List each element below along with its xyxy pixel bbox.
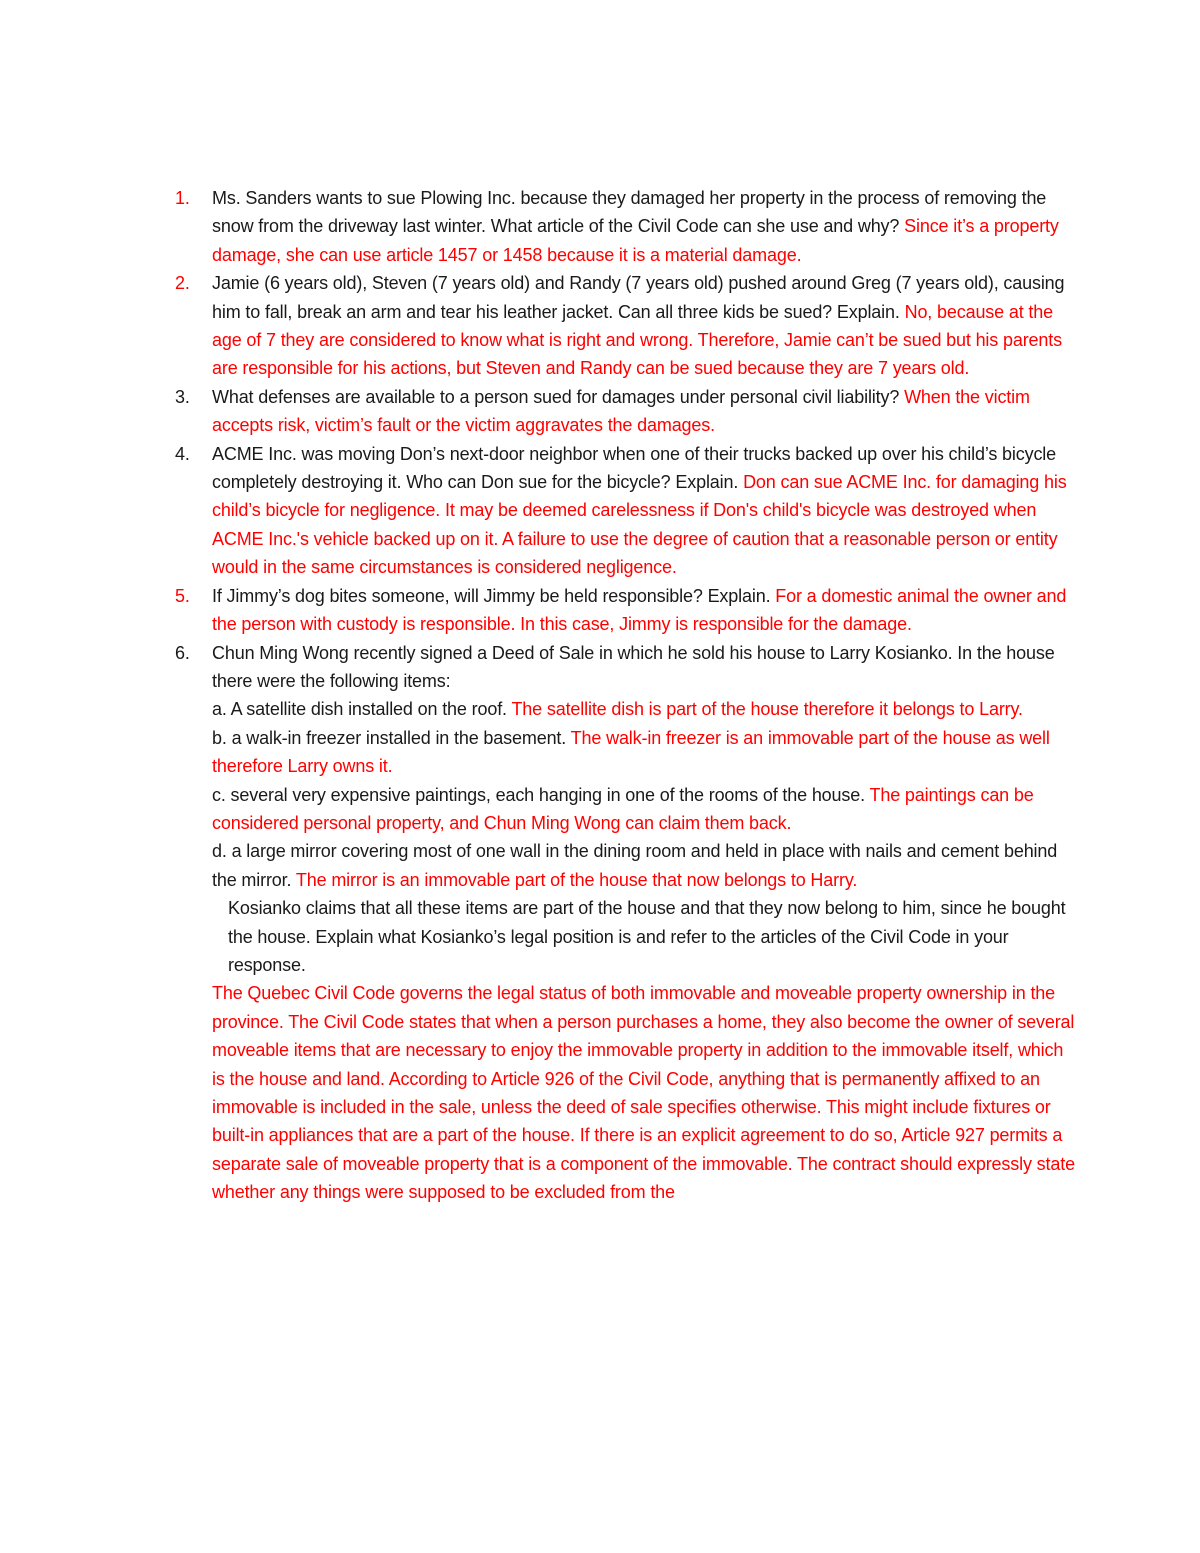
- question-text: Jamie (6 years old), Steven (7 years old) and Randy (7 years old) pushed around Greg (7 years old), causing him to fall, break an arm and tear his leather jacket. Can all three kids be sued? Explain.: [212, 273, 1065, 322]
- sub-answer: The paintings can be considered personal property, and Chun Ming Wong can claim them back.: [212, 784, 1034, 833]
- final-answer: The Quebec Civil Code governs the legal status of both immovable and moveable property ownership in the province. The Civil Code states that when a person purchases a home, they also become the owner of several moveable items that are necessary to enjoy the immovable property in addition to the immovable itself, which is the house and land. According to Article 926 of the Civil Code, anything that is permanently affixed to an immovable is included in the sale, unless the deed of sale specifies otherwise. This might include fixtures or built-in appliances that are a part of the house. If there is an explicit agreement to do so, Article 927 permits a separate sale of moveable property that is a component of the immovable. The contract should expressly state whether any things were supposed to be excluded from the: [212, 983, 1075, 1203]
- list-item-4: [175, 440, 1075, 582]
- sub-answer: The mirror is an immovable part of the house that now belongs to Harry.: [295, 869, 858, 890]
- list-item-3: [175, 383, 1075, 440]
- sub-answer: The walk-in freezer is an immovable part of the house as well therefore Larry owns it.: [212, 727, 1050, 777]
- answer-text: Since it’s a property damage, she can use article 1457 or 1458 because it is a material damage.: [212, 216, 1059, 265]
- sub-question: c. several very expensive paintings, each hanging in one of the rooms of the house.: [212, 784, 865, 805]
- answer-text: For a domestic animal the owner and the person with custody is responsible. In this case, Jimmy is responsible for the damage.: [212, 585, 1067, 635]
- sub-item-d: [212, 837, 1075, 894]
- sub-item-c: [212, 781, 1075, 838]
- sub-item-b: [212, 724, 1075, 781]
- list-item-2: [175, 269, 1075, 383]
- item-number: 2.: [175, 273, 190, 294]
- item-number: 3.: [175, 386, 190, 407]
- answer-text: No, because at the age of 7 they are considered to know what is right and wrong. Therefore, Jamie can’t be sued but his parents are responsible for his actions, but Steven and Randy can be sued because they are 7 years old.: [212, 301, 1062, 379]
- list-item-1: [175, 184, 1075, 269]
- sub-question: b. a walk-in freezer installed in the basement.: [212, 727, 567, 748]
- claim-text: [212, 894, 1075, 979]
- question-text: What defenses are available to a person sued for damages under personal civil liability?: [212, 386, 900, 407]
- answer-text: Don can sue ACME Inc. for damaging his child’s bicycle for negligence. It may be deemed carelessness if Don's child's bicycle was destroyed when ACME Inc.'s vehicle backed up on it. A failure to use the degree of caution that a reasonable person or entity would in the same circumstances is considered negligence.: [212, 472, 1067, 578]
- question-text: If Jimmy’s dog bites someone, will Jimmy be held responsible? Explain.: [212, 585, 771, 606]
- list-item-5: [175, 582, 1075, 639]
- question-text: ACME Inc. was moving Don’s next-door neighbor when one of their trucks backed up over his child’s bicycle completely destroying it. Who can Don sue for the bicycle? Explain.: [212, 443, 1057, 493]
- sub-question: a. A satellite dish installed on the roof.: [212, 699, 507, 720]
- question-text: Chun Ming Wong recently signed a Deed of Sale in which he sold his house to Larry Kosianko. In the house there were the following items:: [212, 642, 1055, 691]
- claim-body: Kosianko claims that all these items are part of the house and that they now belong to him, since he bought the house. Explain what Kosianko’s legal position is and refer to the articles of the Civil Code in your response.: [228, 898, 1066, 975]
- answer-text: When the victim accepts risk, victim’s fault or the victim aggravates the damages.: [212, 386, 1030, 436]
- item-number: 5.: [175, 585, 190, 606]
- question-text: Ms. Sanders wants to sue Plowing Inc. because they damaged her property in the process of removing the snow from the driveway last winter. What article of the Civil Code can she use and why?: [212, 188, 1047, 237]
- item-number: 4.: [175, 443, 190, 464]
- sub-question: d. a large mirror covering most of one wall in the dining room and held in place with nails and cement behind the mirror.: [212, 841, 1058, 890]
- list-item-6: [175, 639, 1075, 1207]
- sub-item-a: [212, 695, 1075, 723]
- sub-answer: The satellite dish is part of the house therefore it belongs to Larry.: [511, 699, 1023, 720]
- item-number: 1.: [175, 188, 190, 208]
- item-number: 6.: [175, 642, 190, 663]
- question-list: [175, 184, 1075, 1207]
